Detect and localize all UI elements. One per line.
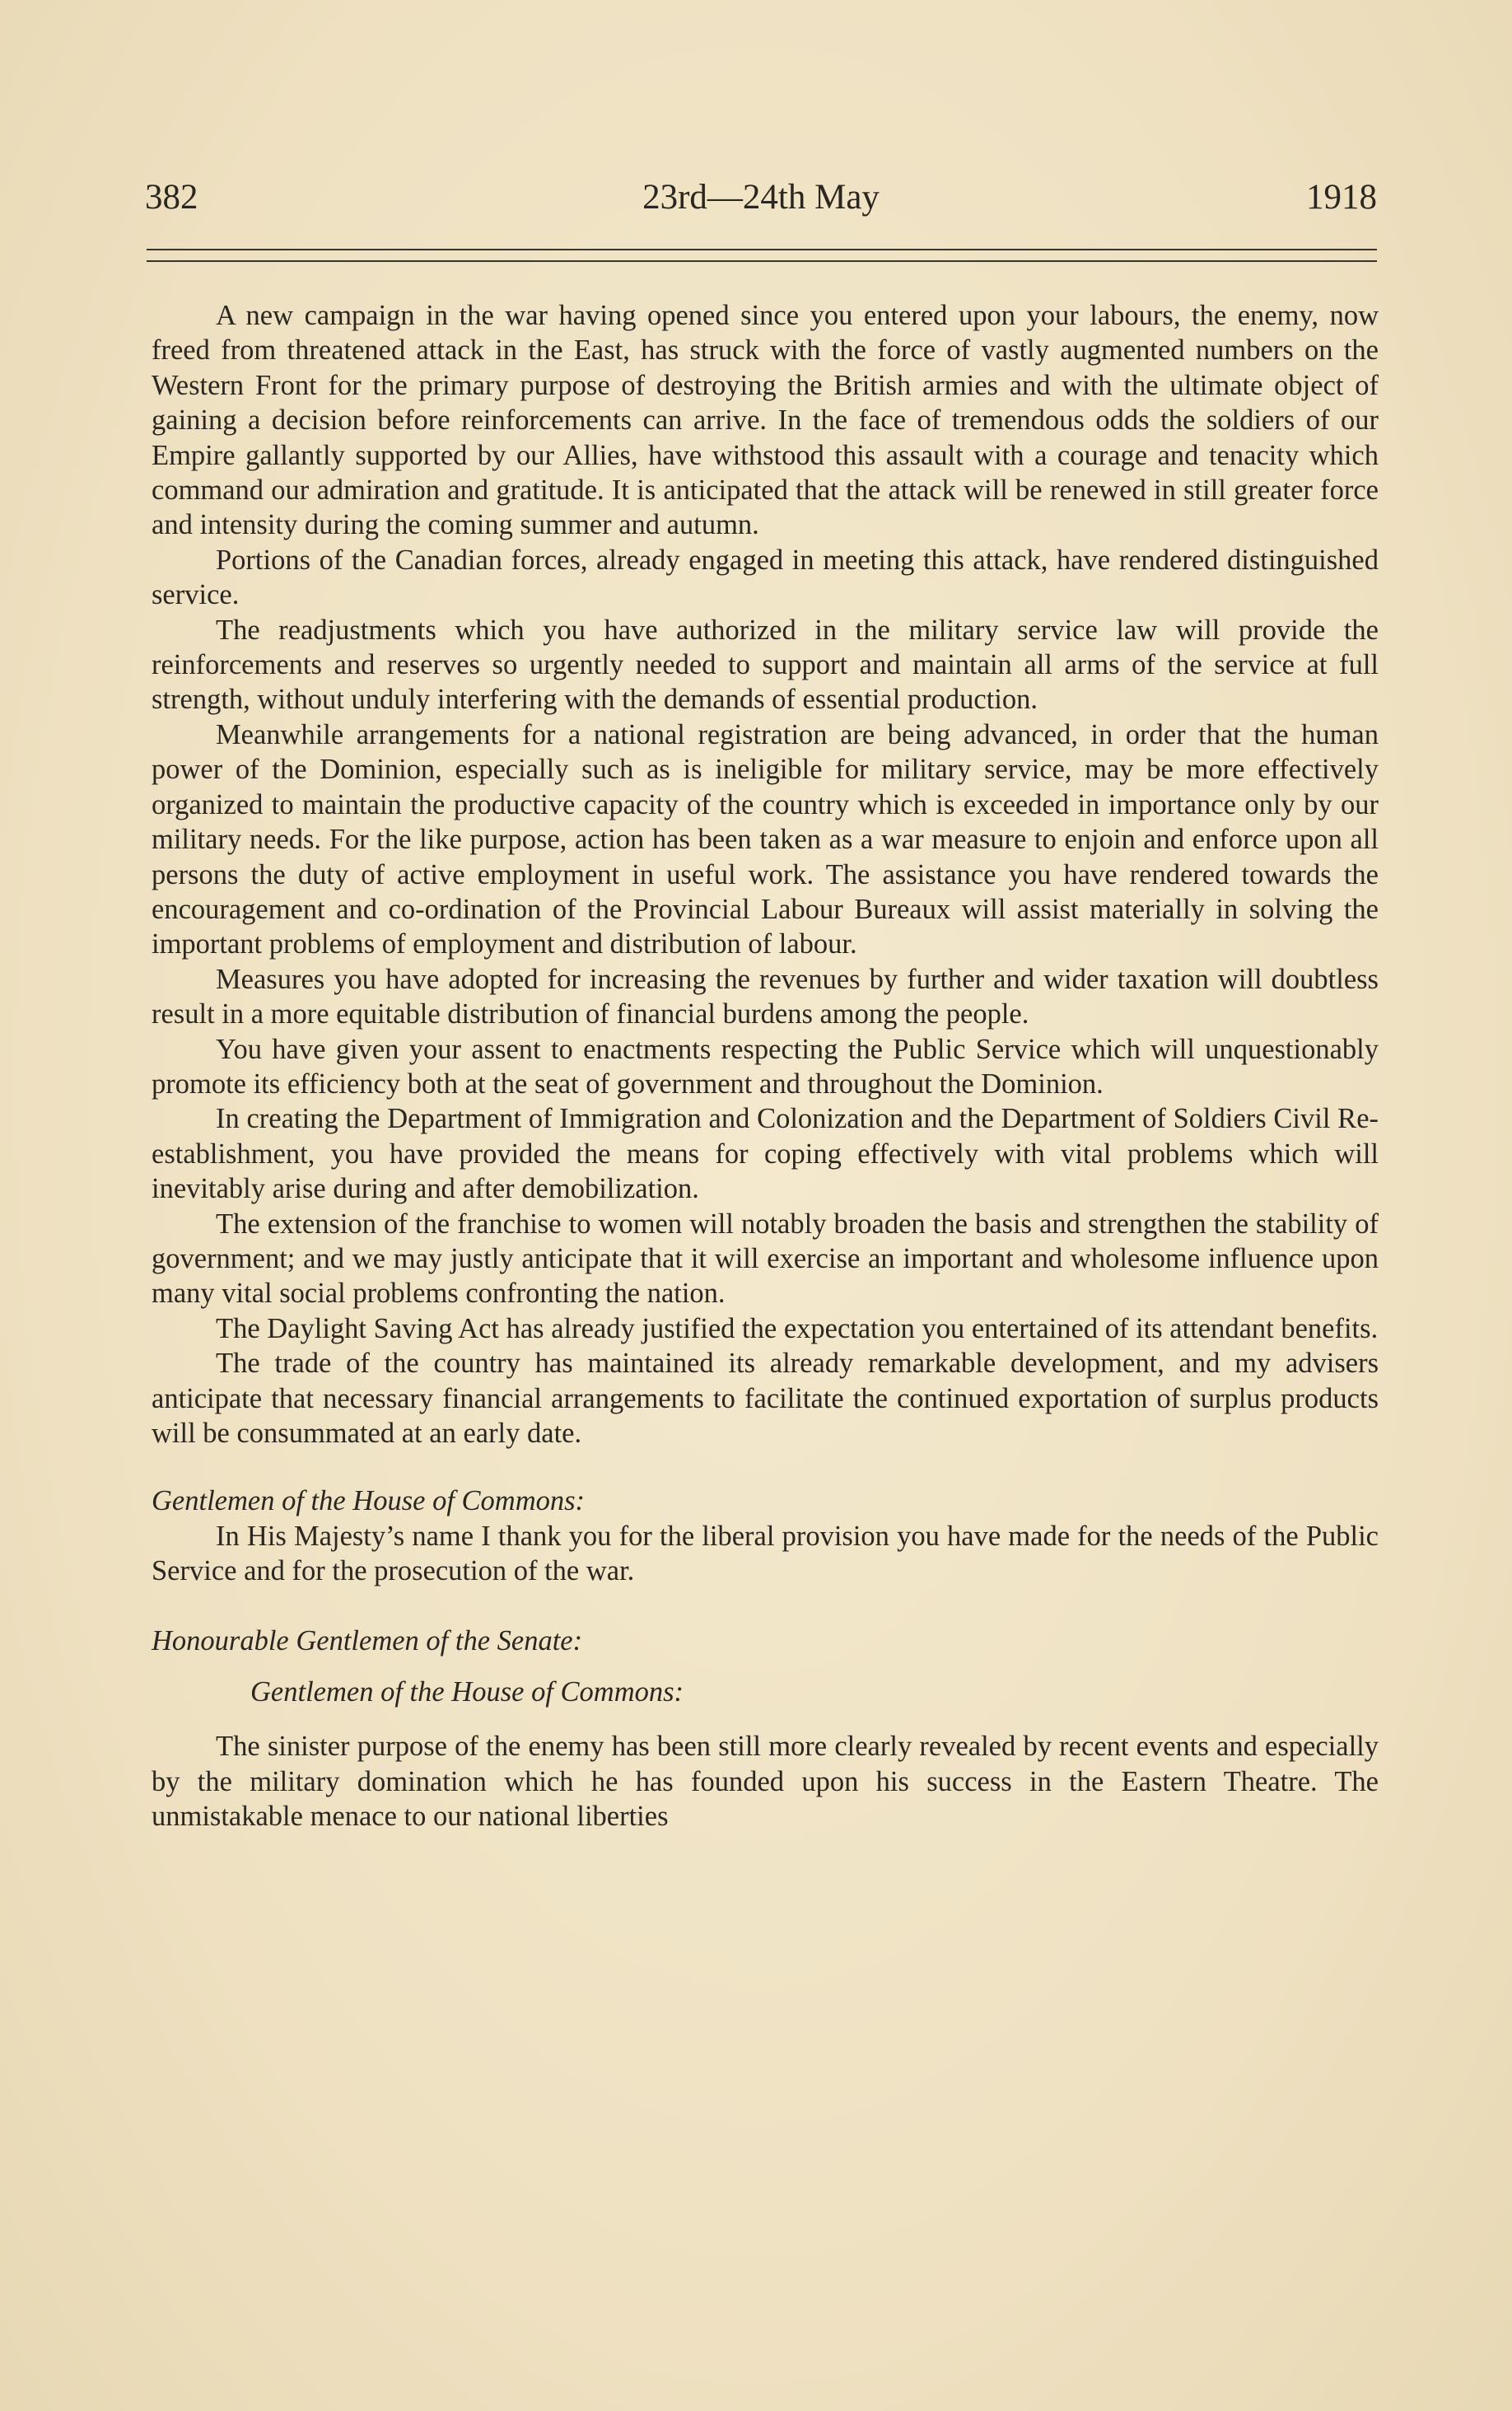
year: 1918: [1306, 178, 1377, 217]
paragraph-canadian-forces: Portions of the Canadian forces, already engaged in meeting this attack, have rendered distinguished service.: [152, 544, 1379, 611]
paragraph-immigration: In creating the Department of Immigration and Colonization and the Department of Soldiers Civil Re-establishment, you have provided the means for coping effectively with vital problems which will inevitably arise during and after demobilization.: [152, 1103, 1379, 1205]
commons-salutation-2: Gentlemen of the House of Commons:: [250, 1676, 684, 1708]
running-date: 23rd—24th May: [642, 178, 880, 217]
body-text: [152, 298, 1379, 1834]
paragraph-thanks: In His Majesty’s name I thank you for the liberal provision you have made for the needs of the Public Service and for the prosecution of the war.: [152, 1520, 1379, 1587]
paragraph-franchise: The extension of the franchise to women will notably broaden the basis and strengthen the stability of government; and we may justly anticipate that it will exercise an important and wholesome influence upon many vital social problems confronting the nation.: [152, 1208, 1379, 1310]
commons-salutation: Gentlemen of the House of Commons:: [152, 1485, 586, 1517]
paragraph-readjustments: The readjustments which you have authorized in the military service law will provide the reinforcements and reserves so urgently needed to support and maintain all arms of the service at full strength, without unduly interfering with the demands of essential production.: [152, 614, 1379, 716]
header-rule: [147, 249, 1377, 262]
paragraph-registration: Meanwhile arrangements for a national registration are being advanced, in order that the human power of the Dominion, especially such as is ineligible for military service, may be more effectively organized to maintain the productive capacity of the country which is exceeded in importance only by our military needs. For the like purpose, action has been taken as a war measure to enjoin and enforce upon all persons the duty of active employment in useful work. The assistance you have rendered towards the encouragement and co-ordination of the Provincial Labour Bureaux will assist materially in solving the important problems of employment and distribution of labour.: [152, 718, 1379, 960]
senate-salutation: Honourable Gentlemen of the Senate:: [152, 1624, 583, 1656]
paragraph-public-service: You have given your assent to enactments respecting the Public Service which will unquestionably promote its efficiency both at the seat of government and throughout the Dominion.: [152, 1033, 1379, 1100]
running-head: [145, 173, 1377, 222]
paragraph-sinister-purpose: The sinister purpose of the enemy has been still more clearly revealed by recent events and especially by the military domination which he has founded upon his success in the Eastern Theatre. The unmistakable menace to our national liberties: [152, 1731, 1379, 1833]
paragraph-daylight-saving: The Daylight Saving Act has already justified the expectation you entertained of its attendant benefits.: [216, 1312, 1379, 1344]
paragraph-trade: The trade of the country has maintained its already remarkable development, and my advisers anticipate that necessary financial arrangements to facilitate the continued exportation of surplus products will be consummated at an early date.: [152, 1348, 1379, 1449]
page-number: 382: [145, 178, 198, 217]
paragraph-revenues: Measures you have adopted for increasing the revenues by further and wider taxation will doubtless result in a more equitable distribution of financial burdens among the people.: [152, 963, 1379, 1030]
paragraph-campaign: A new campaign in the war having opened since you entered upon your labours, the enemy, now freed from threatened attack in the East, has struck with the force of vastly augmented numbers on the Western Front for the primary purpose of destroying the British armies and with the ultimate object of gaining a decision before reinforcements can arrive. In the face of tremendous odds the soldiers of our Empire gallantly supported by our Allies, have withstood this assault with a courage and tenacity which command our admiration and gratitude. It is anticipated that the attack will be renewed in still greater force and intensity during the coming summer and autumn.: [152, 300, 1379, 541]
